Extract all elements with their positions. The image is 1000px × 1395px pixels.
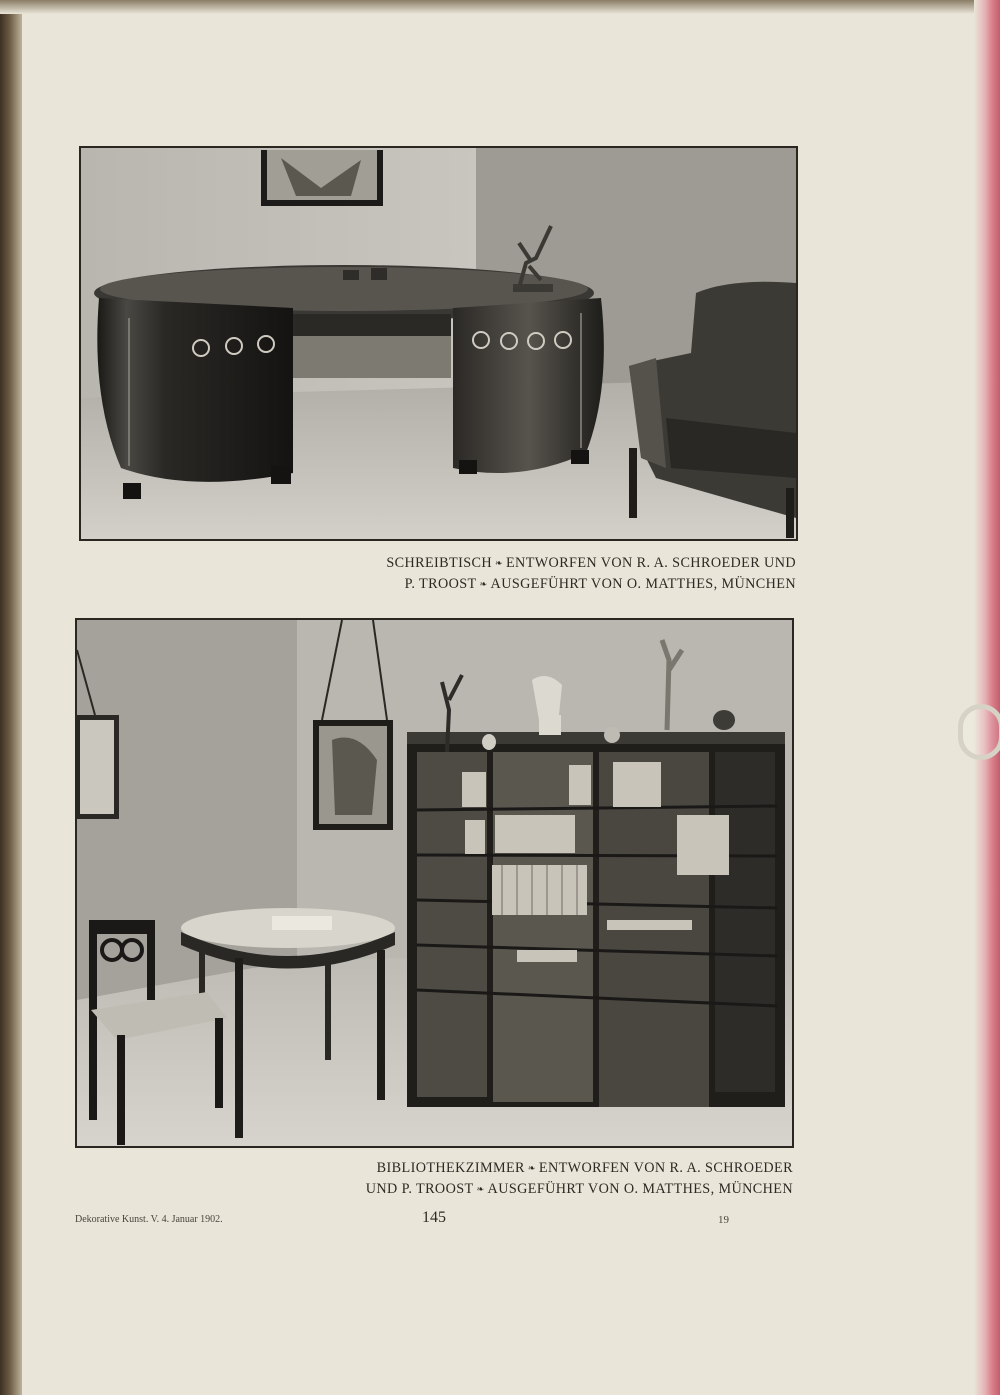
library-illustration bbox=[77, 620, 792, 1146]
caption-text: AUSGEFÜHRT VON O. MATTHES, MÜNCHEN bbox=[487, 1181, 793, 1198]
photo2-caption-line2 bbox=[366, 1179, 793, 1200]
book-spine bbox=[0, 0, 22, 1395]
fleuron-icon: ❧ bbox=[476, 1184, 485, 1195]
photo1-caption-line2 bbox=[386, 574, 796, 595]
page-right-edge bbox=[974, 0, 1000, 1395]
caption-title: BIBLIOTHEKZIMMER bbox=[376, 1160, 525, 1176]
photo2-caption-line1 bbox=[366, 1158, 793, 1179]
fleuron-icon: ❧ bbox=[527, 1163, 536, 1174]
caption-text: ENTWORFEN VON R. A. SCHROEDER UND bbox=[505, 555, 796, 571]
paper-clip-icon bbox=[958, 704, 1000, 760]
caption-text: AUSGEFÜHRT VON O. MATTHES, MÜNCHEN bbox=[490, 576, 796, 593]
desk-illustration bbox=[81, 148, 796, 539]
page-top-shadow bbox=[0, 0, 1000, 14]
signature-mark: 19 bbox=[718, 1214, 729, 1226]
photo1-caption bbox=[386, 553, 796, 595]
caption-text: P. TROOST bbox=[404, 576, 477, 593]
fleuron-icon: ❧ bbox=[479, 579, 488, 590]
footer-journal: Dekorative Kunst. V. 4. Januar 1902. bbox=[75, 1214, 223, 1225]
photo1-caption-line1 bbox=[386, 553, 796, 574]
fleuron-icon: ❧ bbox=[495, 558, 503, 569]
caption-title: SCHREIBTISCH bbox=[386, 555, 493, 571]
caption-text: UND P. TROOST bbox=[365, 1181, 474, 1198]
photo2-caption bbox=[366, 1158, 793, 1200]
photo-writing-desk bbox=[79, 146, 798, 541]
caption-text: ENTWORFEN VON R. A. SCHROEDER bbox=[538, 1160, 793, 1176]
page-number: 145 bbox=[422, 1209, 446, 1226]
photo-library-room bbox=[75, 618, 794, 1148]
